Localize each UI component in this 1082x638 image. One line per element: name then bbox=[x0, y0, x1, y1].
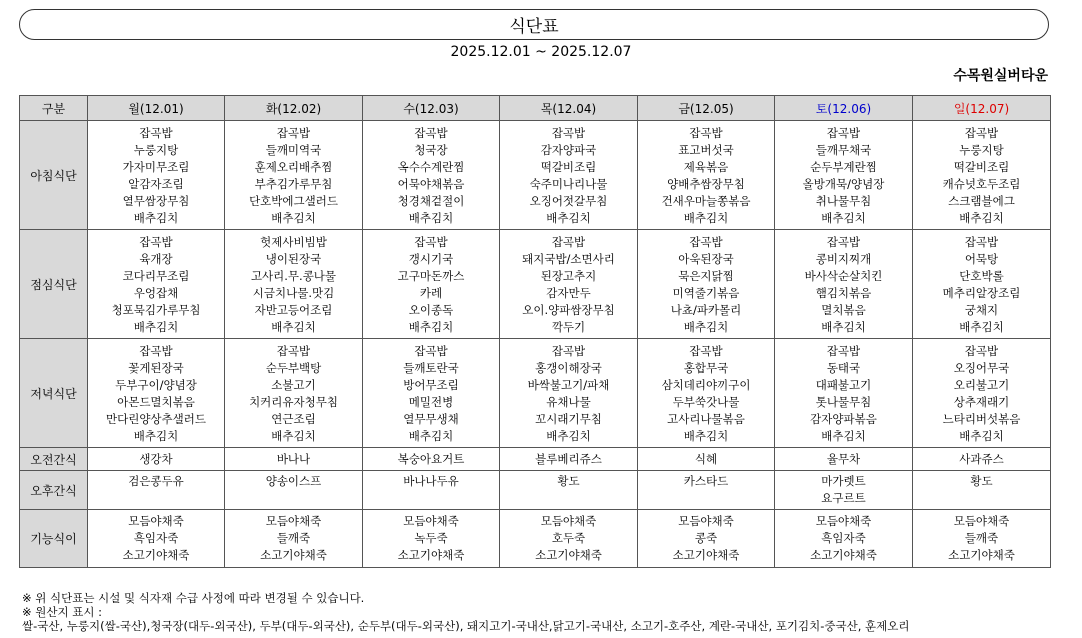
menu-cell bbox=[225, 448, 363, 471]
menu-cell bbox=[225, 339, 363, 448]
menu-item: 배추김치 bbox=[133, 319, 179, 334]
period-range: 2025.12.01 ~ 2025.12.07 bbox=[450, 44, 632, 60]
notes bbox=[22, 591, 909, 633]
menu-item: 양송이스프 bbox=[265, 474, 322, 488]
table-row bbox=[20, 230, 1051, 339]
menu-item: 열무쌈장무침 bbox=[122, 193, 190, 208]
menu-item: 감자양파볶음 bbox=[810, 411, 877, 426]
header-day-sunday: 일(12.07) bbox=[913, 96, 1051, 121]
menu-item: 잡곡밥 bbox=[964, 234, 999, 249]
menu-item: 메추리알장조림 bbox=[942, 285, 1021, 300]
menu-item: 잡곡밥 bbox=[276, 343, 311, 358]
menu-item: 유채나물 bbox=[546, 394, 591, 409]
menu-item: 순두부백탕 bbox=[265, 360, 322, 375]
menu-item: 훈제오리배추찜 bbox=[254, 159, 333, 174]
menu-item: 배추김치 bbox=[683, 428, 729, 443]
menu-item: 단호박에그샐러드 bbox=[249, 193, 338, 208]
menu-item: 잡곡밥 bbox=[964, 343, 999, 358]
menu-item: 오이.양파쌈장무침 bbox=[522, 302, 615, 317]
menu-item: 배추김치 bbox=[271, 319, 316, 334]
menu-item: 모듬야채죽 bbox=[678, 514, 734, 528]
menu-item: 잡곡밥 bbox=[414, 125, 448, 140]
menu-item: 옥수수계란찜 bbox=[397, 159, 465, 174]
menu-item: 알감자조림 bbox=[128, 176, 184, 191]
menu-cell bbox=[225, 230, 363, 339]
menu-item: 바싹불고기/파채 bbox=[527, 377, 610, 392]
menu-item: 모듬야채죽 bbox=[128, 514, 184, 528]
menu-item: 자반고등어조림 bbox=[254, 302, 333, 317]
menu-cell bbox=[638, 471, 775, 510]
menu-item: 올방개묵/양념장 bbox=[802, 176, 885, 191]
menu-item: 녹두죽 bbox=[414, 531, 448, 545]
menu-item: 들깨죽 bbox=[964, 531, 999, 545]
menu-item: 식혜 bbox=[694, 451, 718, 466]
menu-item: 요구르트 bbox=[821, 491, 866, 505]
menu-item: 배추김치 bbox=[683, 210, 729, 225]
menu-item: 소고기야채죽 bbox=[535, 548, 602, 562]
menu-cell bbox=[500, 510, 638, 568]
menu-cell bbox=[500, 121, 638, 230]
menu-item: 건새우마늘쫑볶음 bbox=[661, 193, 751, 208]
menu-cell bbox=[500, 448, 638, 471]
menu-item: 배추김치 bbox=[821, 428, 866, 443]
menu-item: 홍합무국 bbox=[683, 360, 729, 375]
menu-item: 배추김치 bbox=[408, 428, 454, 443]
menu-item: 된장고추지 bbox=[540, 268, 597, 283]
header-day: 수(12.03) bbox=[363, 96, 500, 121]
menu-cell bbox=[775, 448, 913, 471]
menu-cell bbox=[913, 339, 1051, 448]
menu-cell bbox=[913, 230, 1051, 339]
menu-item: 소고기야채죽 bbox=[122, 548, 190, 562]
menu-item: 배추김치 bbox=[546, 428, 591, 443]
menu-item: 잡곡밥 bbox=[414, 343, 448, 358]
menu-cell bbox=[225, 471, 363, 510]
menu-item: 꽃게된장국 bbox=[128, 360, 184, 375]
menu-item: 복숭아요거트 bbox=[397, 451, 465, 466]
menu-item: 묵은지닭찜 bbox=[678, 268, 734, 283]
menu-item: 시금치나물.맛김 bbox=[252, 285, 335, 300]
menu-cell bbox=[225, 121, 363, 230]
menu-item: 잡곡밥 bbox=[414, 234, 448, 249]
menu-item: 어묵탕 bbox=[964, 251, 999, 266]
row-label: 오후간식 bbox=[20, 471, 88, 510]
menu-item: 호두죽 bbox=[551, 531, 586, 545]
menu-item: 소고기야채죽 bbox=[810, 548, 877, 562]
menu-item: 모듬야채죽 bbox=[815, 514, 872, 528]
menu-item: 오이종독 bbox=[408, 302, 454, 317]
menu-item: 어묵야채볶음 bbox=[397, 176, 465, 191]
note-line: ※ 원산지 표시 : bbox=[22, 605, 103, 619]
menu-item: 바사삭순살치킨 bbox=[804, 268, 883, 283]
menu-item: 배추김치 bbox=[408, 210, 454, 225]
menu-item: 가자미무조림 bbox=[122, 159, 190, 174]
menu-item: 오리불고기 bbox=[953, 377, 1010, 392]
table-row bbox=[20, 510, 1051, 568]
menu-item: 잡곡밥 bbox=[826, 234, 861, 249]
menu-item: 배추김치 bbox=[821, 210, 866, 225]
menu-item: 햄김치볶음 bbox=[815, 285, 872, 300]
menu-item: 연근조림 bbox=[271, 411, 316, 426]
menu-item: 나쵸/파카몰리 bbox=[670, 302, 742, 317]
menu-item: 생강차 bbox=[139, 451, 173, 466]
menu-item: 삼치데리야끼구이 bbox=[661, 377, 751, 392]
menu-cell bbox=[500, 471, 638, 510]
menu-item: 홍갱이해장국 bbox=[535, 360, 602, 375]
menu-item: 소고기야채죽 bbox=[672, 548, 740, 562]
menu-item: 잡곡밥 bbox=[139, 234, 173, 249]
menu-cell bbox=[913, 471, 1051, 510]
menu-item: 모듬야채죽 bbox=[265, 514, 322, 528]
menu-item: 육개장 bbox=[139, 251, 173, 266]
menu-item: 들깨죽 bbox=[276, 531, 311, 545]
menu-item: 모듬야채죽 bbox=[953, 514, 1010, 528]
menu-item: 잡곡밥 bbox=[689, 343, 723, 358]
menu-cell bbox=[500, 339, 638, 448]
row-label: 점심식단 bbox=[20, 230, 88, 339]
menu-cell bbox=[88, 230, 225, 339]
menu-item: 아몬드멸치볶음 bbox=[117, 394, 195, 409]
row-label: 기능식이 bbox=[20, 510, 88, 568]
menu-item: 단호박롤 bbox=[959, 268, 1004, 283]
menu-item: 배추김치 bbox=[959, 428, 1004, 443]
note-line: 쌀-국산, 누룽지(쌀-국산),청국장(대두-외국산), 두부(대두-외국산), 순두부(대두-외국산), 돼지고기-국내산,닭고기-국내산, 소고기-호주산, 계란-국내산, 포기김치-중국산, 훈제오리 bbox=[22, 619, 910, 633]
title-box bbox=[19, 9, 1049, 40]
menu-cell bbox=[88, 448, 225, 471]
menu-item: 떡갈비조림 bbox=[953, 159, 1010, 174]
menu-item: 배추김치 bbox=[271, 210, 316, 225]
menu-item: 우엉잡채 bbox=[133, 285, 179, 300]
menu-item: 소고기야채죽 bbox=[397, 548, 465, 562]
table-row bbox=[20, 339, 1051, 448]
meal-table bbox=[19, 95, 1051, 568]
menu-item: 느타리버섯볶음 bbox=[942, 411, 1021, 426]
menu-item: 누룽지탕 bbox=[133, 142, 179, 157]
menu-item: 감자양파국 bbox=[540, 142, 597, 157]
menu-item: 배추김치 bbox=[408, 319, 454, 334]
menu-item: 바나나 bbox=[276, 451, 311, 466]
menu-item: 모듬야채죽 bbox=[403, 514, 459, 528]
menu-item: 돼지국밥/소면사리 bbox=[522, 251, 615, 266]
menu-item: 떡갈비조림 bbox=[540, 159, 597, 174]
menu-item: 고사리.무.콩나물 bbox=[250, 268, 337, 283]
menu-item: 배추김치 bbox=[959, 210, 1004, 225]
menu-item: 황도 bbox=[557, 474, 580, 488]
menu-item: 카레 bbox=[419, 285, 443, 300]
menu-item: 청국장 bbox=[414, 142, 448, 157]
menu-item: 제육볶음 bbox=[683, 159, 729, 174]
menu-cell bbox=[913, 510, 1051, 568]
menu-cell bbox=[775, 471, 913, 510]
table-row bbox=[20, 471, 1051, 510]
note-line: ※ 위 식단표는 시설 및 식자재 수급 사정에 따라 변경될 수 있습니다. bbox=[22, 591, 365, 605]
menu-item: 캐슈넛호두조림 bbox=[942, 176, 1021, 191]
menu-item: 들깨미역국 bbox=[265, 142, 322, 157]
menu-item: 잡곡밥 bbox=[964, 125, 999, 140]
menu-item: 잡곡밥 bbox=[551, 234, 586, 249]
menu-item: 감자만두 bbox=[546, 285, 591, 300]
page-title: 식단표 bbox=[509, 17, 559, 37]
header-category: 구분 bbox=[20, 96, 88, 121]
menu-item: 상추재래기 bbox=[953, 394, 1010, 409]
menu-cell bbox=[638, 230, 775, 339]
menu-item: 잡곡밥 bbox=[826, 343, 861, 358]
menu-item: 고사리나물볶음 bbox=[667, 411, 745, 426]
menu-item: 갱시기국 bbox=[408, 251, 454, 266]
menu-item: 소불고기 bbox=[271, 377, 316, 392]
header-day: 금(12.05) bbox=[638, 96, 775, 121]
menu-item: 오징어젓갈무침 bbox=[529, 193, 608, 208]
menu-item: 잡곡밥 bbox=[139, 343, 173, 358]
menu-item: 잡곡밥 bbox=[551, 343, 586, 358]
table-row bbox=[20, 448, 1051, 471]
header-day: 목(12.04) bbox=[500, 96, 638, 121]
menu-item: 톳나물무침 bbox=[815, 394, 872, 409]
menu-item: 모듬야채죽 bbox=[540, 514, 597, 528]
menu-item: 콩비지찌개 bbox=[815, 251, 872, 266]
menu-cell bbox=[88, 510, 225, 568]
menu-item: 동태국 bbox=[826, 360, 861, 375]
menu-cell bbox=[775, 339, 913, 448]
menu-item: 오징어무국 bbox=[953, 360, 1010, 375]
menu-item: 황도 bbox=[970, 474, 993, 488]
menu-item: 마가렛트 bbox=[821, 474, 866, 488]
menu-item: 멸치볶음 bbox=[821, 302, 866, 317]
menu-item: 부추김가루무침 bbox=[254, 176, 333, 191]
row-label: 오전간식 bbox=[20, 448, 88, 471]
menu-item: 카스타드 bbox=[683, 474, 729, 488]
menu-item: 배추김치 bbox=[271, 428, 316, 443]
menu-item: 소고기야채죽 bbox=[948, 548, 1015, 562]
menu-item: 흑임자죽 bbox=[133, 531, 179, 545]
menu-item: 잡곡밥 bbox=[689, 234, 723, 249]
menu-item: 잡곡밥 bbox=[689, 125, 723, 140]
menu-item: 스크램블에그 bbox=[948, 193, 1015, 208]
menu-item: 들깨무채국 bbox=[815, 142, 872, 157]
menu-item: 배추김치 bbox=[133, 428, 179, 443]
menu-item: 잡곡밥 bbox=[276, 125, 311, 140]
menu-item: 꼬시래기무침 bbox=[535, 411, 602, 426]
menu-item: 만다린양상추샐러드 bbox=[106, 411, 206, 426]
menu-item: 블루베리쥬스 bbox=[535, 451, 602, 466]
menu-item: 코다리무조림 bbox=[122, 268, 190, 283]
menu-cell bbox=[363, 471, 500, 510]
menu-cell bbox=[638, 121, 775, 230]
header-day: 월(12.01) bbox=[88, 96, 225, 121]
menu-cell bbox=[88, 471, 225, 510]
header-day: 화(12.02) bbox=[225, 96, 363, 121]
menu-item: 청포묵김가루무침 bbox=[111, 302, 201, 317]
menu-item: 흑임자죽 bbox=[821, 531, 866, 545]
menu-item: 열무무생채 bbox=[403, 411, 459, 426]
menu-item: 아욱된장국 bbox=[678, 251, 734, 266]
menu-cell bbox=[638, 448, 775, 471]
menu-cell bbox=[775, 121, 913, 230]
organization-name: 수목원실버타운 bbox=[953, 68, 1048, 84]
menu-item: 율무차 bbox=[826, 451, 861, 466]
menu-cell bbox=[88, 339, 225, 448]
menu-item: 누룽지탕 bbox=[959, 142, 1004, 157]
menu-cell bbox=[363, 510, 500, 568]
menu-cell bbox=[775, 230, 913, 339]
menu-cell bbox=[225, 510, 363, 568]
menu-item: 배추김치 bbox=[821, 319, 866, 334]
menu-cell bbox=[913, 448, 1051, 471]
menu-item: 취나물무침 bbox=[815, 193, 872, 208]
header-row bbox=[20, 96, 1051, 121]
table-row bbox=[20, 121, 1051, 230]
menu-item: 배추김치 bbox=[683, 319, 729, 334]
header-day-saturday: 토(12.06) bbox=[775, 96, 913, 121]
menu-item: 소고기야채죽 bbox=[260, 548, 327, 562]
menu-item: 치커리유자청무침 bbox=[249, 394, 338, 409]
menu-cell bbox=[363, 448, 500, 471]
menu-cell bbox=[775, 510, 913, 568]
menu-item: 잡곡밥 bbox=[551, 125, 586, 140]
menu-item: 깍두기 bbox=[551, 319, 586, 334]
menu-cell bbox=[88, 121, 225, 230]
row-label: 저녁식단 bbox=[20, 339, 88, 448]
menu-item: 잡곡밥 bbox=[139, 125, 173, 140]
menu-item: 두부구이/양념장 bbox=[115, 377, 197, 392]
menu-cell bbox=[638, 339, 775, 448]
menu-item: 헛제사비빔밥 bbox=[260, 234, 327, 249]
menu-cell bbox=[363, 339, 500, 448]
menu-item: 배추김치 bbox=[546, 210, 591, 225]
menu-item: 메밀전병 bbox=[408, 394, 454, 409]
menu-item: 배추김치 bbox=[959, 319, 1004, 334]
menu-cell bbox=[913, 121, 1051, 230]
menu-cell bbox=[363, 121, 500, 230]
menu-item: 들깨토란국 bbox=[403, 360, 459, 375]
menu-item: 양배추쌈장무침 bbox=[667, 176, 745, 191]
menu-item: 사과쥬스 bbox=[959, 451, 1004, 466]
row-label: 아침식단 bbox=[20, 121, 88, 230]
menu-cell bbox=[500, 230, 638, 339]
menu-item: 냉이된장국 bbox=[265, 251, 322, 266]
menu-cell bbox=[363, 230, 500, 339]
menu-cell bbox=[638, 510, 775, 568]
menu-item: 대패불고기 bbox=[815, 377, 872, 392]
menu-item: 숙주미나리나물 bbox=[529, 176, 608, 191]
menu-item: 표고버섯국 bbox=[678, 142, 734, 157]
menu-item: 바나나두유 bbox=[403, 474, 459, 488]
menu-item: 콩죽 bbox=[694, 531, 718, 545]
menu-item: 검은콩두유 bbox=[128, 474, 184, 488]
menu-item: 두부쑥갓나물 bbox=[672, 394, 740, 409]
menu-item: 순두부계란찜 bbox=[810, 159, 877, 174]
menu-item: 잡곡밥 bbox=[826, 125, 861, 140]
menu-item: 방어무조림 bbox=[403, 377, 459, 392]
menu-item: 궁채지 bbox=[964, 302, 999, 317]
menu-item: 배추김치 bbox=[133, 210, 179, 225]
menu-item: 고구마돈까스 bbox=[397, 268, 465, 283]
menu-item: 미역줄기볶음 bbox=[672, 285, 740, 300]
menu-item: 청경채겉절이 bbox=[397, 193, 465, 208]
